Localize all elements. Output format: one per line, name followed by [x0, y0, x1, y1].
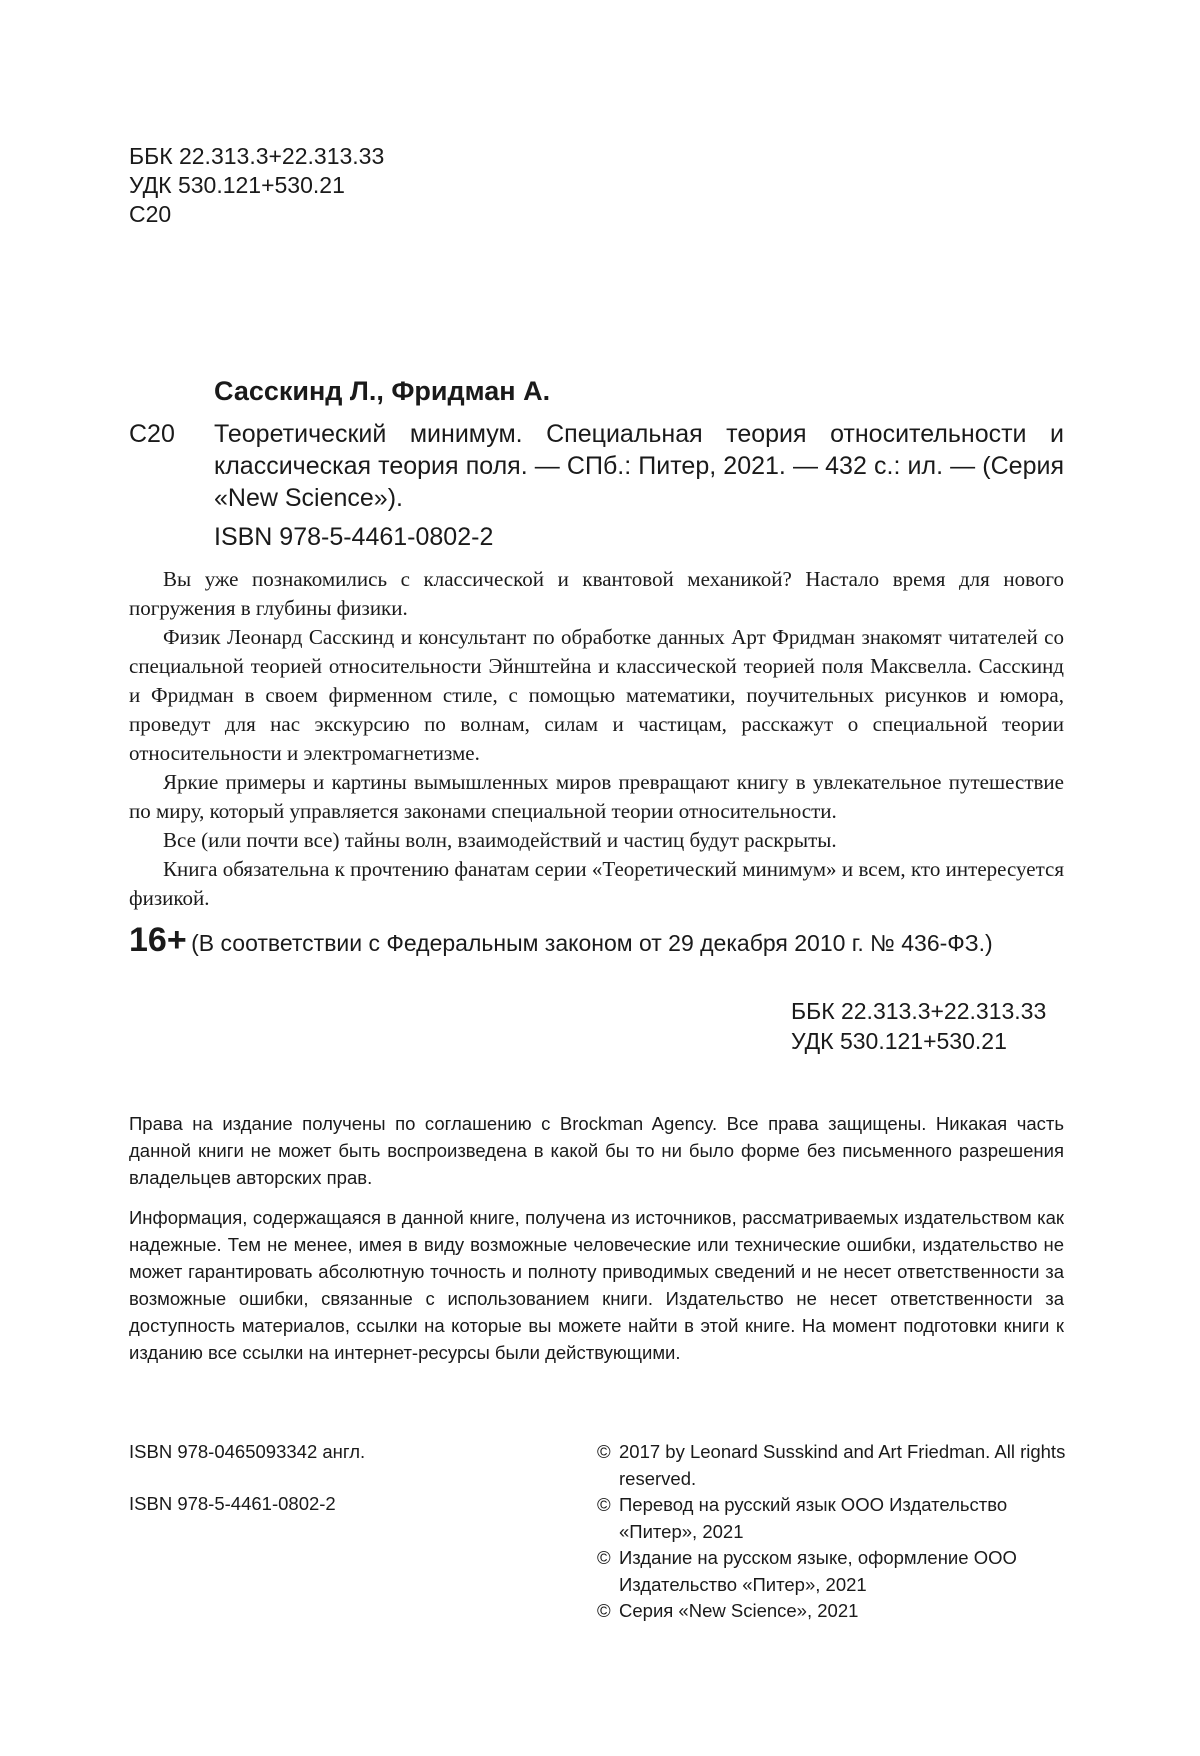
copyright-entry	[597, 1492, 1077, 1545]
copyright-symbol: ©	[597, 1441, 611, 1462]
bbk-code: ББК 22.313.3+22.313.33	[791, 998, 1047, 1024]
age-rating	[129, 921, 993, 960]
copyright-text: Перевод на русский язык ООО Издательство «Питер», 2021	[619, 1494, 1008, 1542]
age-rating-law: (В соответствии с Федеральным законом от 29 декабря 2010 г. № 436-ФЗ.)	[191, 930, 993, 956]
copyright-entry	[597, 1598, 1077, 1625]
copyright-text: Издание на русском языке, оформление ООО Издательство «Питер», 2021	[619, 1547, 1017, 1595]
isbn-russian: ISBN 978-5-4461-0802-2	[129, 1493, 336, 1514]
disclaimer: Информация, содержащаяся в данной книге, получена из источников, рассматриваемых издательством как надежные. Тем не менее, имея в виду возможные человеческие или технические ошибки, издательство не может гарантировать абсолютную точность и полноту приводимых сведений и не несет ответственности за возможные ошибки, связанные с использованием книги. Издательство не несет ответственности за доступность материалов, ссылки на которые вы можете найти в этой книге. На момент подготовки книги к изданию все ссылки на интернет-ресурсы были действующими.	[129, 1207, 1064, 1363]
author-mark-left: С20	[129, 420, 175, 448]
copyright-text: 2017 by Leonard Susskind and Art Friedman. All rights reserved.	[619, 1441, 1066, 1489]
udk-code: УДК 530.121+530.21	[791, 1028, 1007, 1054]
copyright-symbol: ©	[597, 1494, 611, 1515]
classification-block-top	[129, 142, 384, 229]
isbn-main: ISBN 978-5-4461-0802-2	[214, 523, 494, 551]
annotation-paragraph: Все (или почти все) тайны волн, взаимодействий и частиц будут раскрыты.	[163, 828, 837, 852]
classification-block-right	[791, 996, 1046, 1056]
isbn-original: ISBN 978-0465093342 англ.	[129, 1441, 366, 1462]
bbk-code: ББК 22.313.3+22.313.33	[129, 143, 385, 169]
copyright-text: Серия «New Science», 2021	[619, 1600, 859, 1621]
copyright-symbol: ©	[597, 1547, 611, 1568]
annotation-paragraph: Вы уже познакомились с классической и квантовой механикой? Настало время для нового погружения в глубины физики.	[129, 567, 1064, 620]
copyright-symbol: ©	[597, 1600, 611, 1621]
age-rating-mark: 16+	[129, 921, 187, 959]
udk-code: УДК 530.121+530.21	[129, 172, 345, 198]
author-mark: С20	[129, 201, 172, 227]
copyright-list	[597, 1439, 1077, 1625]
copyright-entry	[597, 1439, 1077, 1492]
rights-notice: Права на издание получены по соглашению с Brockman Agency. Все права защищены. Никакая часть данной книги не может быть воспроизведена в какой бы то ни было форме без письменного разрешения владельцев авторских прав.	[129, 1113, 1064, 1188]
annotation-paragraph: Яркие примеры и картины вымышленных миров превращают книгу в увлекательное путешествие по миру, который управляется законами специальной теории относительности.	[129, 770, 1064, 823]
bibliographic-description: Теоретический минимум. Специальная теория относительности и классическая теория поля. — СПб.: Питер, 2021. — 432 с.: ил. — (Серия «New Science»).	[214, 420, 1064, 512]
annotation	[129, 565, 1064, 913]
isbn-list	[129, 1439, 365, 1543]
authors-heading: Сасскинд Л., Фридман А.	[214, 376, 551, 406]
annotation-paragraph: Книга обязательна к прочтению фанатам серии «Теоретический минимум» и всем, кто интересуется физикой.	[129, 857, 1064, 910]
copyright-entry	[597, 1545, 1077, 1598]
annotation-paragraph: Физик Леонард Сасскинд и консультант по обработке данных Арт Фридман знакомят читателей со специальной теорией относительности Эйнштейна и классической теорией поля Максвелла. Сасскинд и Фридман в своем фирменном стиле, с помощью математики, поучительных рисунков и юмора, проведут для нас экскурсию по волнам, силам и частицам, расскажут о специальной теории относительности и электромагнетизме.	[129, 625, 1064, 765]
